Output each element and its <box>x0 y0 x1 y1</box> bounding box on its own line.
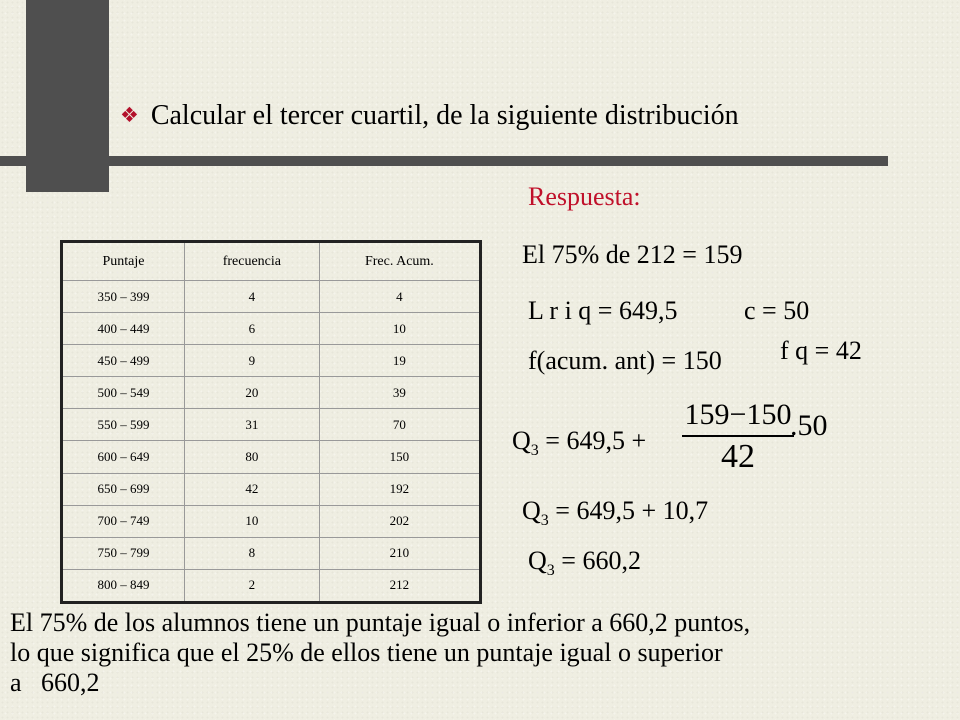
table-row <box>62 537 481 569</box>
class-width: c = 50 <box>744 296 810 325</box>
cell-puntaje: 700 – 749 <box>62 505 185 537</box>
cell-frecuencia: 2 <box>184 569 319 602</box>
cell-frec-acum: 150 <box>319 441 480 473</box>
fraction-bar <box>682 435 794 437</box>
table-row <box>62 313 481 345</box>
table-row <box>62 409 481 441</box>
cell-frec-acum: 192 <box>319 473 480 505</box>
fraction-denominator: 42 <box>721 438 755 475</box>
cell-puntaje: 550 – 599 <box>62 409 185 441</box>
frequency-table <box>60 240 482 604</box>
step1-rhs: = 649,5 + <box>538 426 647 455</box>
header-frec-acum: Frec. Acum. <box>319 242 480 281</box>
decorative-bar <box>0 156 888 166</box>
step3-rhs: = 660,2 <box>554 546 641 575</box>
q-subscript: 3 <box>540 512 549 529</box>
cell-frec-acum: 212 <box>319 569 480 602</box>
cell-puntaje: 750 – 799 <box>62 537 185 569</box>
q-subscript: 3 <box>530 442 539 459</box>
diamond-bullet-icon: ❖ <box>120 103 139 127</box>
cell-puntaje: 650 – 699 <box>62 473 185 505</box>
cell-frec-acum: 210 <box>319 537 480 569</box>
fraction <box>682 398 794 475</box>
cell-puntaje: 350 – 399 <box>62 281 185 313</box>
cell-puntaje: 500 – 549 <box>62 377 185 409</box>
header-puntaje: Puntaje <box>62 242 185 281</box>
table-row <box>62 441 481 473</box>
q-subscript: 3 <box>546 562 555 579</box>
conclusion-line: lo que significa que el 25% de ellos tiene un puntaje igual o superior <box>10 638 723 667</box>
step2-rhs: = 649,5 + 10,7 <box>548 496 709 525</box>
cell-frec-acum: 4 <box>319 281 480 313</box>
cell-frecuencia: 4 <box>184 281 319 313</box>
table-row <box>62 377 481 409</box>
cell-frecuencia: 20 <box>184 377 319 409</box>
formula-step-3 <box>528 546 641 580</box>
title-text: Calcular el tercer cuartil, de la siguiente distribución <box>150 100 739 131</box>
conclusion-line: a 660,2 <box>10 668 100 697</box>
formula-step-2 <box>522 496 708 530</box>
fraction-numerator: 159−150 <box>684 398 792 431</box>
cell-frecuencia: 8 <box>184 537 319 569</box>
cell-puntaje: 450 – 499 <box>62 345 185 377</box>
conclusion-text <box>10 608 955 698</box>
class-frequency: f q = 42 <box>780 336 862 365</box>
formula-step-1 <box>512 426 646 460</box>
table-row <box>62 473 481 505</box>
cell-frec-acum: 39 <box>319 377 480 409</box>
percentile-position: El 75% de 212 = 159 <box>522 240 743 269</box>
q-letter: Q <box>512 426 531 455</box>
table-row <box>62 281 481 313</box>
cell-puntaje: 400 – 449 <box>62 313 185 345</box>
header-frecuencia: frecuencia <box>184 242 319 281</box>
cell-frec-acum: 70 <box>319 409 480 441</box>
slide-title <box>120 100 739 132</box>
cell-frec-acum: 202 <box>319 505 480 537</box>
answer-heading: Respuesta: <box>528 182 641 211</box>
cell-frec-acum: 19 <box>319 345 480 377</box>
cell-frecuencia: 10 <box>184 505 319 537</box>
fraction-multiplier: .50 <box>790 409 828 442</box>
cell-frec-acum: 10 <box>319 313 480 345</box>
q-letter: Q <box>522 496 541 525</box>
table-row <box>62 505 481 537</box>
cell-puntaje: 800 – 849 <box>62 569 185 602</box>
lower-limit: L r i q = 649,5 <box>528 296 678 325</box>
cell-frecuencia: 9 <box>184 345 319 377</box>
conclusion-line: El 75% de los alumnos tiene un puntaje igual o inferior a 660,2 puntos, <box>10 608 751 637</box>
table-header-row <box>62 242 481 281</box>
cell-frecuencia: 6 <box>184 313 319 345</box>
cell-frecuencia: 80 <box>184 441 319 473</box>
cell-puntaje: 600 – 649 <box>62 441 185 473</box>
table-row <box>62 569 481 602</box>
previous-cumulative: f(acum. ant) = 150 <box>528 346 722 375</box>
q-letter: Q <box>528 546 547 575</box>
table-row <box>62 345 481 377</box>
cell-frecuencia: 42 <box>184 473 319 505</box>
cell-frecuencia: 31 <box>184 409 319 441</box>
